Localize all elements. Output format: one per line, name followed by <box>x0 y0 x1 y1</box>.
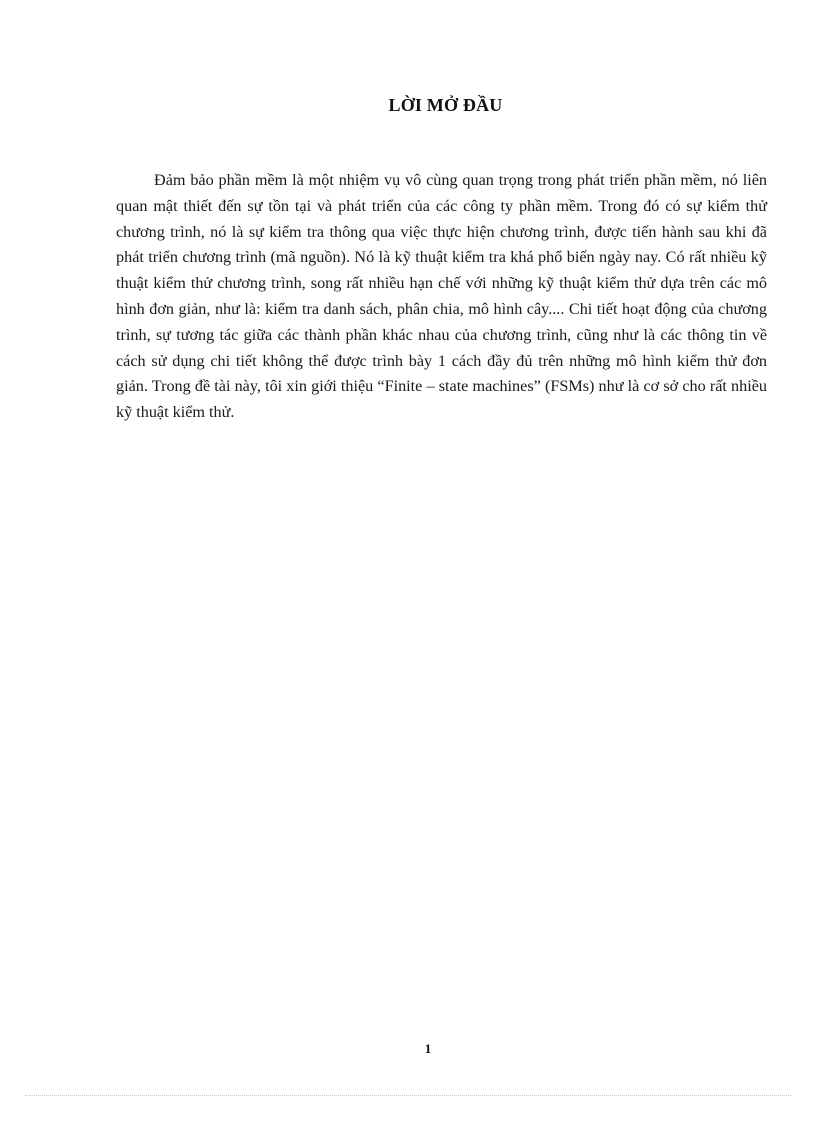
intro-paragraph: Đảm bảo phần mềm là một nhiệm vụ vô cùng quan trọng trong phát triển phần mềm, nó liên quan mật thiết đến sự tồn tại và phát triển của các công ty phần mềm. Trong đó có sự kiểm thử chương trình, nó là sự kiểm tra thông qua việc thực hiện chương trình, được tiến hành sau khi đã phát triển chương trình (mã nguồn). Nó là kỹ thuật kiểm tra khá phổ biến ngày nay. Có rất nhiều kỹ thuật kiểm thử chương trình, song rất nhiều hạn chế với những kỹ thuật kiểm thử dựa trên các mô hình đơn giản, như là: kiểm tra danh sách, phân chia, mô hình cây.... Chi tiết hoạt động của chương trình, sự tương tác giữa các thành phần khác nhau của chương trình, cũng như là các thông tin về cách sử dụng chi tiết không thể được trình bày 1 cách đầy đủ trên những mô hình kiểm thử đơn giản. Trong đề tài này, tôi xin giới thiệu “Finite – state machines” (FSMs) như là cơ sở cho rất nhiều kỹ thuật kiểm thử. <box>116 171 767 422</box>
page-title: LỜI MỞ ĐẦU <box>388 95 503 115</box>
page-number: 1 <box>424 1041 432 1056</box>
page-divider <box>25 1095 791 1096</box>
